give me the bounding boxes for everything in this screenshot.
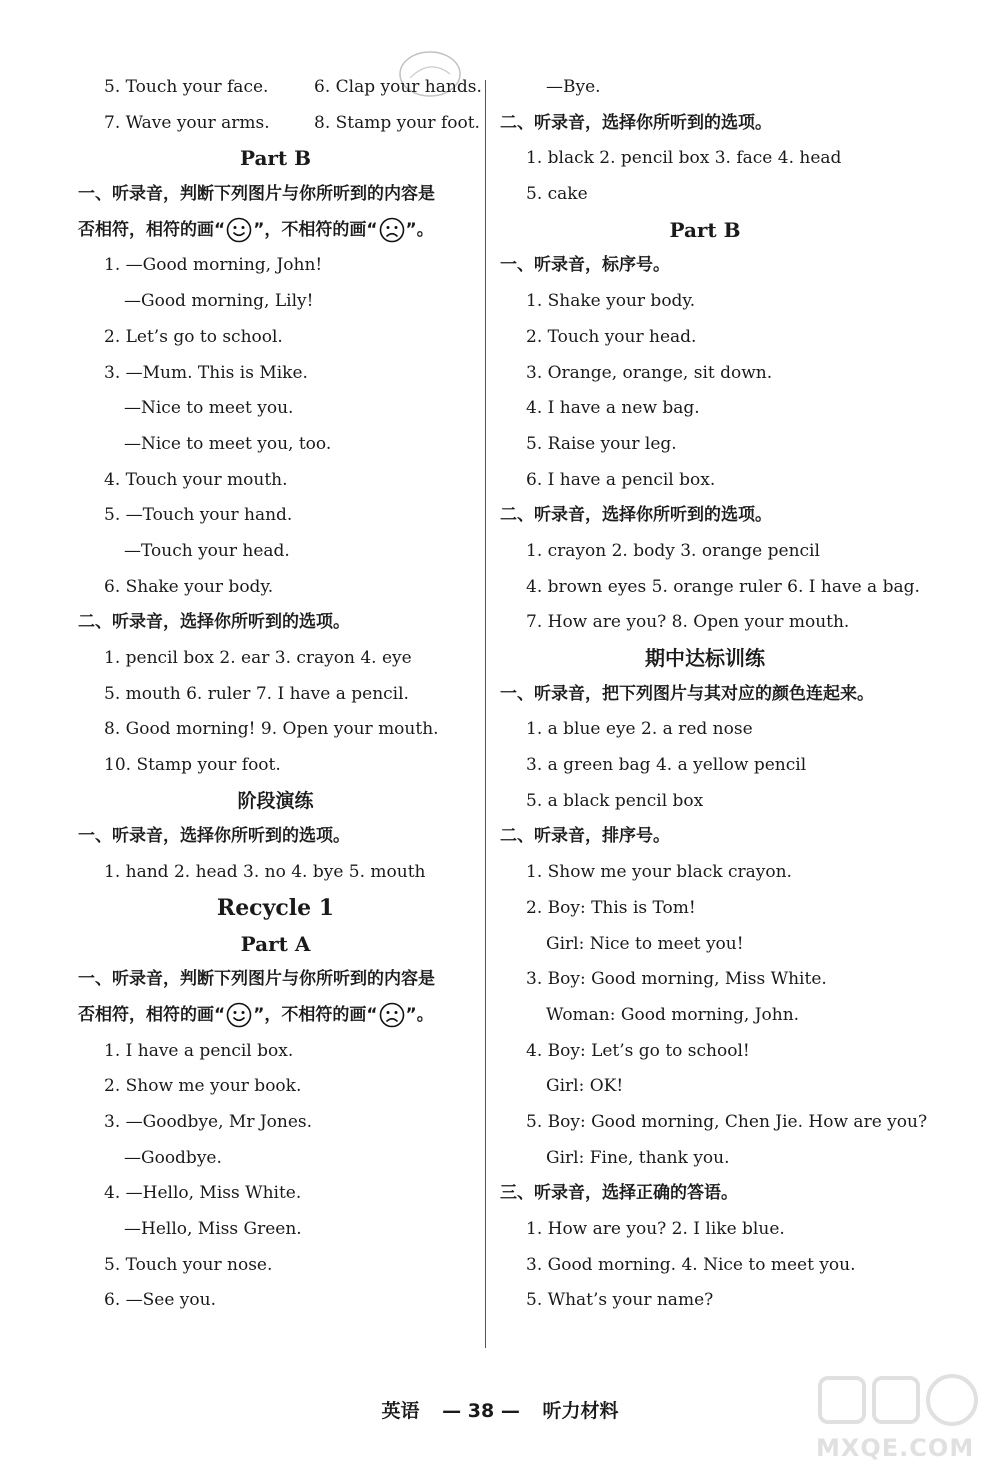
watermark-text: MXQE.COM [816, 1434, 975, 1462]
list-item: Girl: OK! [546, 1076, 624, 1097]
list-item: 1. a blue eye 2. a red nose [526, 719, 753, 740]
list-item: 4. I have a new bag. [526, 398, 700, 419]
list-item: 5. cake [526, 184, 588, 205]
list-item: —Touch your head. [124, 540, 290, 561]
list-item: 1. hand 2. head 3. no 4. bye 5. mouth [104, 862, 426, 883]
list-item: 1. Shake your body. [526, 291, 696, 312]
right-column [500, 70, 928, 1319]
part-heading: Part B [669, 217, 741, 242]
unit-heading: Recycle 1 [216, 894, 335, 921]
column-divider [485, 80, 486, 1348]
smiley-face-icon [226, 1002, 252, 1028]
section-heading: 二、听录音，排序号。 [500, 826, 670, 847]
midterm-heading: 期中达标训练 [645, 646, 765, 670]
list-item: —Nice to meet you, too. [124, 433, 332, 454]
list-item: 4. brown eyes 5. orange ruler 6. I have a bag. [526, 576, 920, 597]
part-heading: Part B [239, 146, 312, 171]
list-item: 5. a black pencil box [526, 790, 704, 811]
list-item: 3. —Mum. This is Mike. [104, 362, 308, 383]
section-heading-cont: 否相符，相符的画“ ”，不相符的画“ ”。 [78, 213, 473, 249]
item-row: 7. Wave your arms. 8. Stamp your foot. [104, 112, 480, 133]
section-heading: 一、听录音，判断下列图片与你所听到的内容是 [78, 969, 435, 990]
list-item: 7. How are you? 8. Open your mouth. [526, 612, 850, 633]
section-heading: 一、听录音，把下列图片与其对应的颜色连起来。 [500, 683, 874, 704]
section-heading: 三、听录音，选择正确的答语。 [500, 1183, 738, 1204]
list-item: 5. Boy: Good morning, Chen Jie. How are you? [526, 1111, 928, 1132]
section-heading: 二、听录音，选择你所听到的选项。 [500, 112, 772, 133]
smiley-face-icon [226, 217, 252, 243]
sad-face-icon [379, 1002, 405, 1028]
list-item: 1. I have a pencil box. [104, 1040, 294, 1061]
list-item: 1. crayon 2. body 3. orange pencil [526, 540, 820, 561]
list-item: 1. pencil box 2. ear 3. crayon 4. eye [104, 648, 412, 668]
list-item: 5. Raise your leg. [526, 433, 677, 454]
watermark [792, 1372, 992, 1467]
list-item: 2. Let’s go to school. [104, 326, 283, 347]
list-item: 3. Orange, orange, sit down. [526, 362, 773, 383]
list-item: Girl: Nice to meet you! [546, 933, 744, 954]
list-item: —Good morning, Lily! [124, 291, 314, 312]
item-row: 5. Touch your face. 6. Clap your hands. [104, 77, 482, 97]
left-column [78, 70, 482, 1319]
list-item: 2. Show me your book. [104, 1076, 302, 1097]
list-item: 4. —Hello, Miss White. [104, 1183, 302, 1204]
sad-face-icon [379, 217, 405, 243]
part-heading: Part A [240, 931, 311, 956]
section-heading: 一、听录音，标序号。 [500, 255, 670, 276]
list-item: 2. Touch your head. [526, 326, 697, 347]
list-item: 3. —Goodbye, Mr Jones. [104, 1111, 313, 1132]
stage-heading: 阶段演练 [237, 789, 314, 812]
list-item: 6. I have a pencil box. [526, 469, 716, 490]
list-item: 3. Boy: Good morning, Miss White. [526, 969, 827, 990]
section-heading-cont: 否相符，相符的画“ ”，不相符的画“ ”。 [78, 998, 473, 1034]
list-item: 5. mouth 6. ruler 7. I have a pencil. [104, 683, 409, 704]
list-item: 5. What’s your name? [526, 1290, 714, 1311]
list-item: 4. Touch your mouth. [104, 469, 288, 490]
list-item: 4. Boy: Let’s go to school! [526, 1040, 750, 1061]
list-item: 1. —Good morning, John! [104, 255, 323, 276]
list-item: 5. —Touch your hand. [104, 505, 293, 526]
list-item: 8. Good morning! 9. Open your mouth. [104, 719, 439, 740]
footer-label: 听力材料 [542, 1400, 619, 1422]
list-item: Woman: Good morning, John. [546, 1004, 800, 1025]
list-item: 1. black 2. pencil box 3. face 4. head [526, 148, 842, 169]
list-item: 1. How are you? 2. I like blue. [526, 1219, 785, 1239]
list-item: Girl: Fine, thank you. [546, 1147, 730, 1168]
footer-subject: 英语 [381, 1400, 420, 1422]
list-item: 2. Boy: This is Tom! [526, 897, 696, 918]
watermark-logo-icon [792, 1372, 992, 1434]
section-heading: 一、听录音，选择你所听到的选项。 [78, 826, 350, 847]
list-item: 10. Stamp your foot. [104, 755, 281, 776]
list-item: —Hello, Miss Green. [124, 1219, 302, 1239]
list-item: 5. Touch your nose. [104, 1254, 273, 1275]
list-item: 1. Show me your black crayon. [526, 862, 792, 883]
section-heading: 二、听录音，选择你所听到的选项。 [500, 505, 772, 526]
list-item: 6. Shake your body. [104, 576, 274, 597]
list-item: —Nice to meet you. [124, 398, 294, 419]
list-item: 3. Good morning. 4. Nice to meet you. [526, 1254, 856, 1275]
page-number: — 38 — [442, 1400, 520, 1422]
section-heading: 二、听录音，选择你所听到的选项。 [78, 612, 350, 633]
list-item: 6. —See you. [104, 1290, 216, 1311]
section-heading: 一、听录音，判断下列图片与你所听到的内容是 [78, 184, 435, 205]
list-item: —Bye. [546, 77, 601, 97]
list-item: 3. a green bag 4. a yellow pencil [526, 755, 807, 776]
list-item: —Goodbye. [124, 1147, 222, 1168]
